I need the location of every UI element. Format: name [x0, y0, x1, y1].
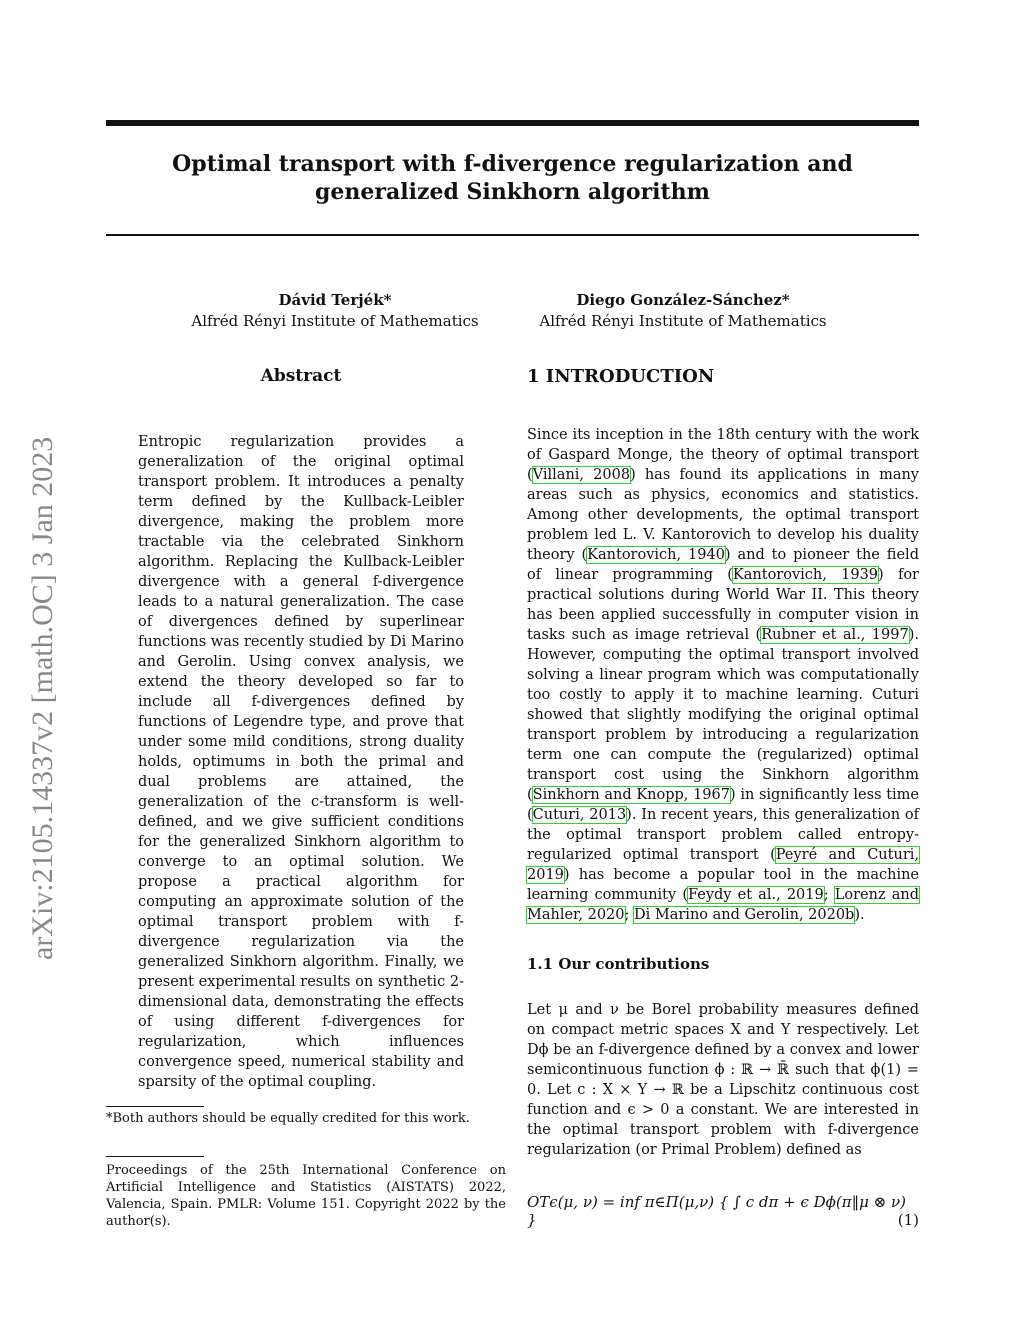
- arxiv-stamp: arXiv:2105.14337v2 [math.OC] 3 Jan 2023: [26, 436, 59, 960]
- citation-link[interactable]: Villani, 2008: [532, 467, 631, 483]
- citation-link[interactable]: Rubner et al., 1997: [761, 627, 909, 643]
- author-affiliation: Alfréd Rényi Institute of Mathematics: [539, 312, 827, 330]
- proceedings-rule: [106, 1156, 204, 1157]
- citation-link[interactable]: Peyré and Cuturi, 2019: [527, 847, 919, 883]
- proceedings-note: Proceedings of the 25th International Conference on Artificial Intelligence and Statistics (AISTATS) 2022, Valencia, Spain. PMLR: Volume 151. Copyright 2022 by the author(s).: [106, 1163, 506, 1229]
- author-affiliation: Alfréd Rényi Institute of Mathematics: [191, 312, 479, 330]
- citation-link[interactable]: Kantorovich, 1939: [732, 567, 879, 583]
- intro-heading: 1 INTRODUCTION: [527, 366, 715, 387]
- citation-link[interactable]: Lorenz and Mahler, 2020: [527, 887, 919, 923]
- abstract-body: Entropic regularization provides a generalization of the original optimal transport problem. It introduces a penalty term defined by the Kullback-Leibler divergence, making the problem more tractable via the celebrated Sinkhorn algorithm. Replacing the Kullback-Leibler divergence with a general f-divergence leads to a natural generalization. The case of divergences defined by superlinear functions was recently studied by Di Marino and Gerolin. Using convex analysis, we extend the theory developed so far to include all f-divergences defined by functions of Legendre type, and prove that under some mild conditions, strong duality holds, optimums in both the primal and dual problems are attained, the generalization of the c-transform is well-defined, and we give sufficient conditions for the generalized Sinkhorn algorithm to converge to an optimal solution. We propose a practical algorithm for computing an approximate solution of the optimal transport problem with f-divergence regularization via the generalized Sinkhorn algorithm. Finally, we present experimental results on synthetic 2-dimensional data, demonstrating the effects of using different f-divergences for regularization, which influences convergence speed, numerical stability and sparsity of the optimal coupling.: [138, 434, 464, 1090]
- citation-link[interactable]: Cuturi, 2013: [532, 807, 627, 823]
- author-1: [170, 290, 500, 332]
- contributions-body: Let μ and ν be Borel probability measures defined on compact metric spaces X and Y respectively. Let Dϕ be an f-divergence defined by a convex and lower semicontinuous function ϕ : ℝ → ℝ̄ such that ϕ(1) = 0. Let c : X × Y → ℝ be a Lipschitz continuous cost function and ϵ > 0 a constant. We are interested in the optimal transport problem with f-divergence regularization (or Primal Problem) defined as: [527, 1002, 919, 1158]
- citation-link[interactable]: Kantorovich, 1940: [587, 547, 725, 563]
- title-rule-bottom: [106, 234, 919, 236]
- title-rule-top: [106, 120, 919, 126]
- contributions-heading: 1.1 Our contributions: [527, 955, 710, 973]
- footnote: *Both authors should be equally credited for this work.: [106, 1111, 470, 1126]
- equation-1: [527, 1193, 919, 1253]
- intro-body: Since its inception in the 18th century with the work of Gaspard Monge, the theory of optimal transport (Villani, 2008) has found its applications in many areas such as physics, economics and statistics. Among other developments, the optimal transport problem led L. V. Kantorovich to develop his duality theory (Kantorovich, 1940) and to pioneer the field of linear programming (Kantorovich, 1939) for practical solutions during World War II. This theory has been applied successfully in computer vision in tasks such as image retrieval (Rubner et al., 1997). However, computing the optimal transport involved solving a linear program which was computationally too costly to apply it to machine learning. Cuturi showed that slightly modifying the original optimal transport problem by introducing a regularization term one can compute the (regularized) optimal transport cost using the Sinkhorn algorithm (Sinkhorn and Knopp, 1967) in significantly less time (Cuturi, 2013). In recent years, this generalization of the optimal transport problem called entropy-regularized optimal transport (Peyré and Cuturi, 2019) has become a popular tool in the machine learning community (Feydy et al., 2019; Lorenz and Mahler, 2020; Di Marino and Gerolin, 2020b).: [527, 427, 919, 923]
- equation-text: OTϵ(μ, ν) = inf π∈Π(μ,ν) { ∫ c dπ + ϵ Dϕ(π‖μ ⊗ ν) }: [527, 1193, 906, 1229]
- author-name: Diego González-Sánchez*: [576, 291, 790, 309]
- equation-number: (1): [897, 1211, 919, 1229]
- author-2: [518, 290, 848, 332]
- citation-link[interactable]: Feydy et al., 2019: [688, 887, 824, 903]
- citation-link[interactable]: Sinkhorn and Knopp, 1967: [532, 787, 730, 803]
- footnote-rule: [106, 1106, 204, 1107]
- citation-link[interactable]: Di Marino and Gerolin, 2020b: [634, 907, 855, 923]
- author-name: Dávid Terjék*: [278, 291, 392, 309]
- abstract-heading: Abstract: [260, 366, 342, 386]
- paper-title: Optimal transport with f-divergence regularization and generalized Sinkhorn algorithm: [172, 151, 853, 205]
